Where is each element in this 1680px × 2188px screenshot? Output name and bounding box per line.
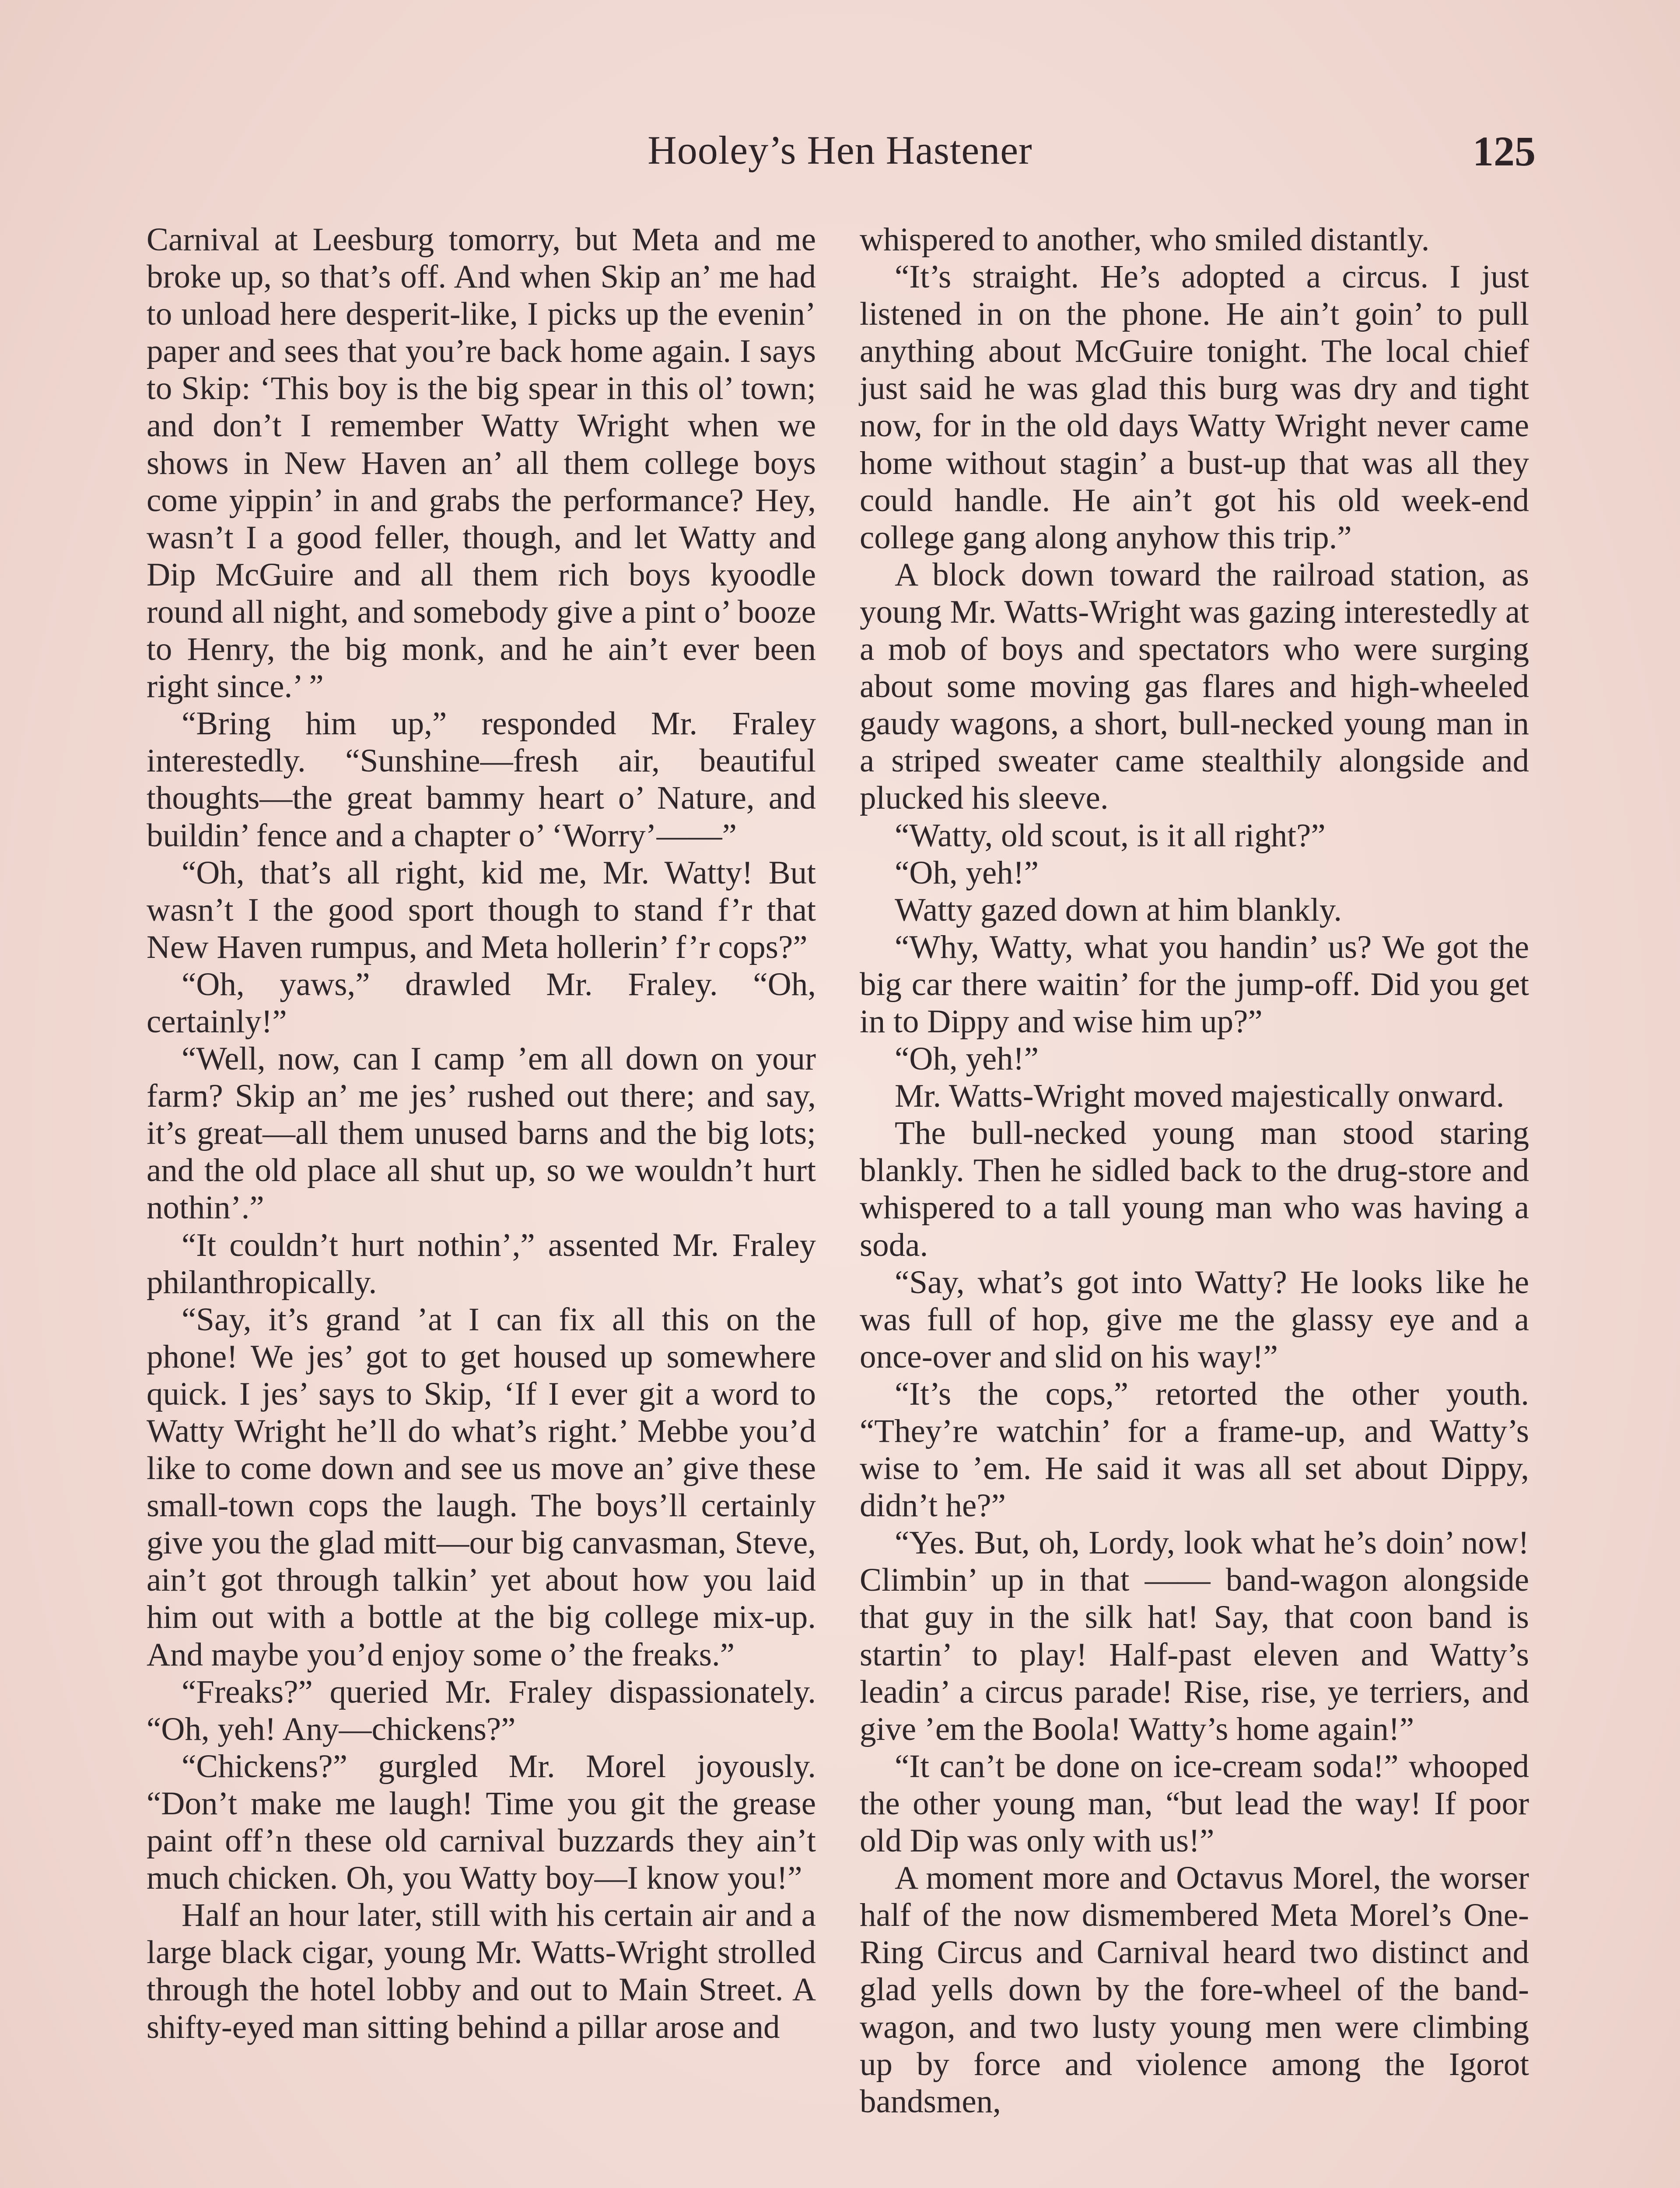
paragraph: “It can’t be done on ice-cream soda!” whooped the other young man, “but lead the way! If poor old Dip was only with us!” [860,1748,1529,1859]
paragraph: “Well, now, can I camp ’em all down on your farm? Skip an’ me jes’ rushed out there; and say, it’s great—all them unused barns and the big lots; and the old place all shut up, so we wouldn’t hurt nothin’.” [147,1041,816,1226]
paragraph: “Oh, yeh!” [895,1041,1039,1077]
paragraph: A moment more and Octavus Morel, the worser half of the now dismembered Meta Morel’s One-Ring Circus and Carnival heard two distinct and glad yells down by the fore-wheel of the band-wagon, and two lusty young men were climbing up by force and violence among the Igorot bandsmen, [860,1860,1529,2120]
paragraph: “It’s the cops,” retorted the other youth. “They’re watchin’ for a frame-up, and Watty’s wise to ’em. He said it was all set about Dippy, didn’t he?” [860,1375,1529,1524]
paragraph: “Yes. But, oh, Lordy, look what he’s doin’ now! Climbin’ up in that —— band-wagon alongside that guy in the silk hat! Say, that coon band is startin’ to play! Half-past eleven and Watty’s leadin’ a circus parade! Rise, rise, ye terriers, and give ’em the Boola! Watty’s home again!” [860,1525,1529,1747]
paragraph: Mr. Watts-Wright moved majestically onward. [895,1078,1505,1115]
paragraph: “Say, it’s grand ’at I can fix all this on the phone! We jes’ got to get housed up somewhere quick. I jes’ says to Skip, ‘If I ever git a word to Watty Wright he’ll do what’s right.’ Mebbe you’d like to come down and see us move an’ give these small-town cops the laugh. The boys’ll certainly give you the glad mitt—our big canvasman, Steve, ain’t got through talkin’ yet about how you laid him out with a bottle at the big college mix-up. And maybe you’d enjoy some o’ the freaks.” [147,1301,816,1673]
paragraph: “Say, what’s got into Watty? He looks like he was full of hop, give me the glassy eye and a once-over and slid on his way!” [860,1264,1529,1375]
paragraph: Half an hour later, still with his certain air and a large black cigar, young Mr. Watts-Wright strolled through the hotel lobby and out to Main Street. A shifty-eyed man sitting behind a pillar arose and [147,1897,816,2045]
paragraph: “It couldn’t hurt nothin’,” assented Mr. Fraley philanthropically. [147,1227,816,1301]
page-number: 125 [1473,128,1536,175]
paragraph: “Why, Watty, what you handin’ us? We got the big car there waitin’ for the jump-off. Did you get in to Dippy and wise him up?” [860,929,1529,1040]
paragraph: “It’s straight. He’s adopted a circus. I just listened in on the phone. He ain’t goin’ to pull anything about McGuire tonight. The local chief just said he was glad this burg was dry and tight now, for in the old days Watty Wright never came home without stagin’ a bust-up that was all they could handle. He ain’t got his old week-end college gang along anyhow this trip.” [860,259,1529,556]
paragraph: The bull-necked young man stood staring blankly. Then he sidled back to the drug-store and whispered to a tall young man who was having a soda. [860,1115,1529,1263]
paragraph: “Watty, old scout, is it all right?” [895,817,1326,854]
page-header [144,127,1536,193]
paragraph: A block down toward the railroad station, as young Mr. Watts-Wright was gazing interestedly at a mob of boys and spectators who were surging about some moving gas flares and high-wheeled gaudy wagons, a short, bull-necked young man in a striped sweater came stealthily alongside and plucked his sleeve. [860,556,1529,817]
paragraph: “Freaks?” queried Mr. Fraley dispassionately. “Oh, yeh! Any—chickens?” [147,1673,816,1747]
paragraph: Carnival at Leesburg tomorry, but Meta and me broke up, so that’s off. And when Skip an’ me had to unload here desperit-like, I picks up the evenin’ paper and sees that you’re back home again. I says to Skip: ‘This boy is the big spear in this ol’ town; and don’t I remember Watty Wright when we shows in New Haven an’ all them college boys come yippin’ in and grabs the performance? Hey, wasn’t I a good feller, though, and let Watty and Dip McGuire and all them rich boys kyoodle round all night, and somebody give a pint o’ booze to Henry, the big monk, and he ain’t ever been right since.’ ” [147,221,816,705]
paragraph: Watty gazed down at him blankly. [895,891,1342,928]
paragraph: “Bring him up,” responded Mr. Fraley interestedly. “Sunshine—fresh air, beautiful thoughts—the great bammy heart o’ Nature, and buildin’ fence and a chapter o’ ‘Worry’——” [147,705,816,854]
right-column [860,221,1529,2120]
paragraph: “Oh, yaws,” drawled Mr. Fraley. “Oh, certainly!” [147,966,816,1040]
paragraph: “Chickens?” gurgled Mr. Morel joyously. “Don’t make me laugh! Time you git the grease paint off’n these old carnival buzzards they ain’t much chicken. Oh, you Watty boy—I know you!” [147,1748,816,1897]
paragraph: “Oh, yeh!” [895,854,1039,891]
paragraph: “Oh, that’s all right, kid me, Mr. Watty! But wasn’t I the good sport though to stand f’r that New Haven rumpus, and Meta hollerin’ f’r cops?” [147,854,816,965]
running-title: Hooley’s Hen Hastener [648,128,1032,172]
paragraph: whispered to another, who smiled distantly. [860,221,1430,258]
left-column [147,221,816,2046]
